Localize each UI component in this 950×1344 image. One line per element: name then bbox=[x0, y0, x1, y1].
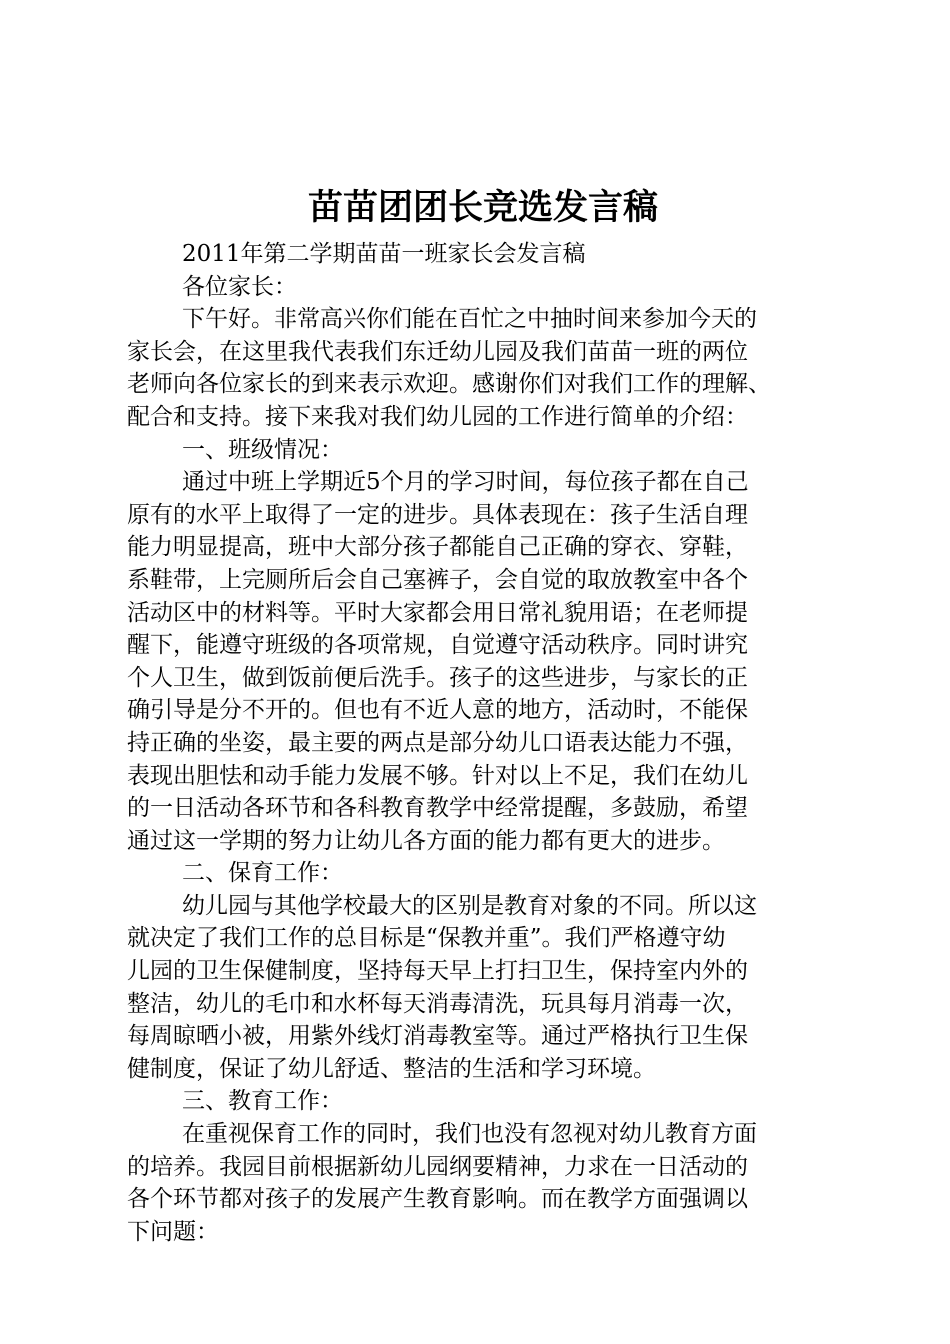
paragraph-line: 个人卫生，做到饭前便后洗手。孩子的这些进步，与家长的正 bbox=[127, 664, 748, 691]
paragraph-line: 确引导是分不开的。但也有不近人意的地方，活动时，不能保 bbox=[127, 697, 748, 724]
greeting: 各位家长： bbox=[182, 273, 297, 300]
paragraph-line: 活动区中的材料等。平时大家都会用日常礼貌用语；在老师提 bbox=[127, 599, 748, 626]
paragraph-line: 醒下，能遵守班级的各项常规，自觉遵守活动秩序。同时讲究 bbox=[127, 632, 748, 659]
paragraph-line: 幼儿园与其他学校最大的区别是教育对象的不同。所以这 bbox=[182, 892, 757, 919]
paragraph-line: 通过中班上学期近5个月的学习时间，每位孩子都在自己 bbox=[182, 469, 749, 496]
paragraph-line: 下午好。非常高兴你们能在百忙之中抽时间来参加今天的 bbox=[182, 306, 757, 333]
paragraph-line: 下问题： bbox=[127, 1218, 219, 1245]
paragraph-line: 就决定了我们工作的总目标是“保教并重”。我们严格遵守幼 bbox=[127, 925, 726, 952]
paragraph-line: 各个环节都对孩子的发展产生教育影响。而在教学方面强调以 bbox=[127, 1186, 748, 1213]
section-heading-childcare: 二、保育工作： bbox=[182, 860, 343, 887]
paragraph-line: 通过这一学期的努力让幼儿各方面的能力都有更大的进步。 bbox=[127, 827, 725, 854]
paragraph-line: 儿园的卫生保健制度，坚持每天早上打扫卫生，保持室内外的 bbox=[127, 958, 748, 985]
paragraph-line: 健制度，保证了幼儿舒适、整洁的生活和学习环境。 bbox=[127, 1055, 656, 1082]
paragraph-line: 家长会，在这里我代表我们东迁幼儿园及我们苗苗一班的两位 bbox=[127, 338, 748, 365]
paragraph-line: 持正确的坐姿，最主要的两点是部分幼儿口语表达能力不强， bbox=[127, 729, 748, 756]
paragraph-line: 系鞋带，上完厕所后会自己塞裤子，会自觉的取放教室中各个 bbox=[127, 566, 748, 593]
paragraph-line: 原有的水平上取得了一定的进步。具体表现在：孩子生活自理 bbox=[127, 501, 748, 528]
paragraph-line: 的一日活动各环节和各科教育教学中经常提醒，多鼓励，希望 bbox=[127, 795, 748, 822]
section-heading-education: 三、教育工作： bbox=[182, 1088, 343, 1115]
section-heading-class-situation: 一、班级情况： bbox=[182, 436, 343, 463]
paragraph-line: 能力明显提高，班中大部分孩子都能自己正确的穿衣、穿鞋， bbox=[127, 534, 748, 561]
paragraph-line: 的培养。我园目前根据新幼儿园纲要精神，力求在一日活动的 bbox=[127, 1153, 748, 1180]
document-subtitle: 2011年第二学期苗苗一班家长会发言稿 bbox=[182, 241, 586, 267]
document-title: 苗苗团团长竞选发言稿 bbox=[307, 188, 658, 228]
paragraph-line: 老师向各位家长的到来表示欢迎。感谢你们对我们工作的理解、 bbox=[127, 371, 771, 398]
document-page bbox=[127, 180, 831, 1248]
paragraph-line: 整洁，幼儿的毛巾和水杯每天消毒清洗，玩具每月消毒一次， bbox=[127, 990, 748, 1017]
paragraph-line: 每周晾晒小被，用紫外线灯消毒教室等。通过严格执行卫生保 bbox=[127, 1023, 748, 1050]
paragraph-line: 在重视保育工作的同时，我们也没有忽视对幼儿教育方面 bbox=[182, 1121, 757, 1148]
paragraph-line: 配合和支持。接下来我对我们幼儿园的工作进行简单的介绍： bbox=[127, 403, 748, 430]
paragraph-line: 表现出胆怯和动手能力发展不够。针对以上不足，我们在幼儿 bbox=[127, 762, 748, 789]
